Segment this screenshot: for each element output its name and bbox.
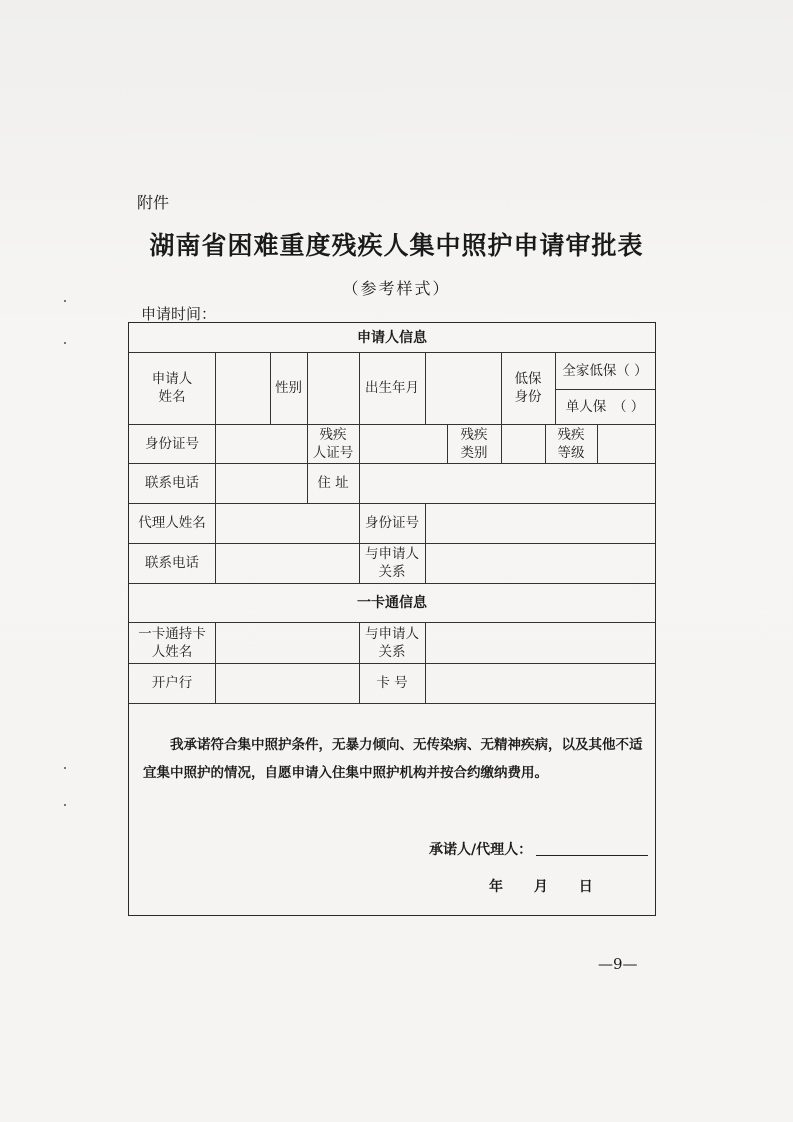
- individual-option[interactable]: 单人保 （ ）: [565, 398, 645, 415]
- subsistence-status-label: 低保 身份: [514, 371, 542, 405]
- apply-time-label: 申请时间：: [141, 305, 217, 323]
- application-form-table: [128, 322, 656, 916]
- agent-id-number-label: 身份证号: [365, 515, 419, 531]
- bank-field[interactable]: [215, 663, 359, 703]
- agent-relation-label: 与申请人 关系: [365, 546, 419, 580]
- applicant-name-field[interactable]: [215, 352, 270, 424]
- card-holder-relation-field[interactable]: [425, 622, 655, 663]
- agent-phone-field[interactable]: [215, 543, 359, 583]
- disability-grade-field[interactable]: [597, 424, 655, 463]
- signature-label: 承诺人/代理人：: [429, 842, 533, 858]
- signature-line[interactable]: [536, 855, 648, 856]
- agent-phone-label: 联系电话: [145, 555, 199, 571]
- agent-id-number-field[interactable]: [425, 503, 655, 543]
- page-number: —9—: [598, 955, 638, 973]
- section-applicant-info: 申请人信息: [357, 329, 427, 346]
- agent-relation-field[interactable]: [425, 543, 655, 583]
- gender-label: 性别: [275, 380, 302, 396]
- card-holder-name-label: 一卡通持卡 人姓名: [138, 625, 206, 660]
- card-holder-name-field[interactable]: [215, 622, 359, 663]
- disability-grade-label: 残疾 等级: [557, 426, 585, 461]
- disability-cert-field[interactable]: [359, 424, 447, 463]
- scan-speck: [64, 300, 66, 302]
- agent-name-label: 代理人姓名: [138, 515, 206, 531]
- whole-family-option[interactable]: 全家低保（ ）: [562, 362, 648, 379]
- applicant-name-label: 申请人 姓名: [151, 371, 193, 405]
- card-number-field[interactable]: [425, 663, 655, 703]
- agent-name-field[interactable]: [215, 503, 359, 543]
- scan-speck: [64, 767, 66, 769]
- gender-field[interactable]: [307, 352, 359, 424]
- bank-label: 开户行: [151, 675, 193, 691]
- phone-field[interactable]: [215, 463, 307, 503]
- card-holder-relation-label: 与申请人 关系: [365, 625, 419, 660]
- pledge-text: 我承诺符合集中照护条件，无暴力倾向、无传染病、无精神疾病，以及其他不适宜集中照护的情况，自愿申请入住集中照护机构并按合约缴纳费用。: [143, 737, 643, 781]
- id-number-label: 身份证号: [145, 435, 199, 452]
- disability-type-label: 残疾 类别: [460, 426, 488, 461]
- row-divider: [129, 703, 655, 704]
- birth-date-label: 出生年月: [365, 380, 419, 396]
- disability-type-field[interactable]: [501, 424, 545, 463]
- section-card-info: 一卡通信息: [357, 594, 427, 611]
- phone-label: 联系电话: [145, 475, 199, 491]
- scan-speck: [64, 342, 66, 344]
- birth-date-field[interactable]: [425, 352, 501, 424]
- page-title: 湖南省困难重度残疾人集中照护申请审批表: [149, 231, 644, 260]
- disability-cert-label: 残疾 人证号: [312, 426, 354, 461]
- id-number-field[interactable]: [215, 424, 307, 463]
- date-labels: 年 月 日: [489, 879, 593, 895]
- address-label: 住 址: [317, 475, 349, 491]
- card-number-label: 卡 号: [376, 675, 408, 691]
- scan-speck: [64, 804, 66, 806]
- attachment-label: 附件: [137, 193, 170, 212]
- page-subtitle: （参考样式）: [342, 279, 451, 298]
- address-field[interactable]: [359, 463, 655, 503]
